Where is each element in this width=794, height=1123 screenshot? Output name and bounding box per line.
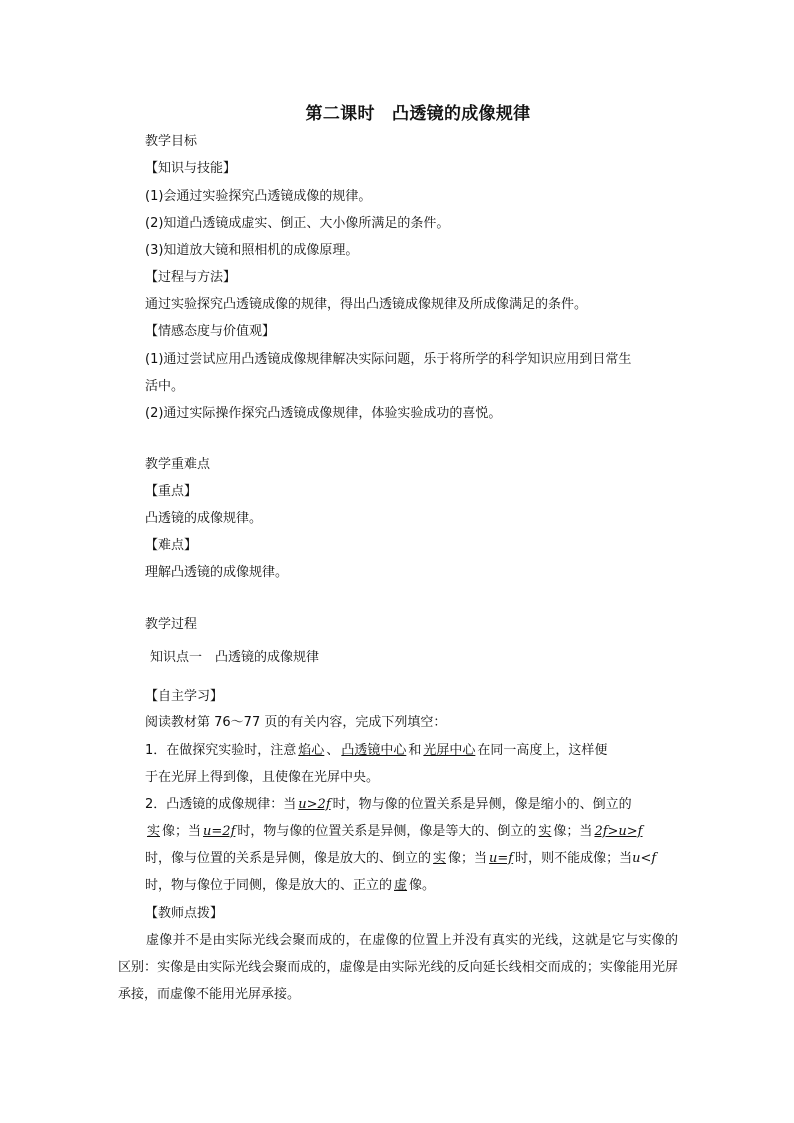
knowledge-skills-heading: 【知识与技能】 — [145, 161, 237, 176]
emotion-values-heading: 【情感态度与价值观】 — [145, 324, 276, 339]
key-difficulty-heading: 教学重难点 — [145, 457, 211, 472]
q2-text: 像；当 — [162, 824, 202, 839]
q2-condition-2f-gt-u-gt-f: 2f>u>f — [594, 824, 643, 839]
question-2-line-3 — [145, 850, 656, 868]
teacher-tips-heading: 【教师点拨】 — [145, 906, 224, 921]
q2-blank-virtual: 虚 — [394, 878, 408, 893]
q1-sep-2: 和 — [408, 743, 422, 758]
emotion-item-2: (2)通过实际操作探究凸透镜成像规律，体验实验成功的喜悦。 — [145, 406, 502, 421]
teaching-process-heading: 教学过程 — [145, 617, 198, 632]
question-2-line-1 — [145, 796, 632, 814]
q2-text: 时，像与位置的关系是异侧，像是放大的、倒立的 — [145, 851, 432, 866]
q1-blank-lens-center: 凸透镜中心 — [341, 743, 407, 758]
teacher-tips-paragraph: 虚像并不是由实际光线会聚而成的，在虚像的位置上并没有真实的光线，这就是它与实像的区别：实像是由实际光线会聚而成的，虚像是由实际光线的反向延长线相交而成的；实像能用光屏承接，而虚像不能用光屏承接。 — [118, 933, 678, 1002]
q2-text: 时，则不能成像；当 — [515, 851, 633, 866]
q2-text: 像；当 — [553, 824, 593, 839]
question-1-line-1 — [145, 742, 607, 760]
knowledge-item-3: (3)知道放大镜和照相机的成像原理。 — [145, 243, 359, 258]
question-2-line-4 — [145, 877, 435, 895]
key-point-heading: 【重点】 — [145, 484, 198, 499]
key-point-text: 凸透镜的成像规律。 — [145, 511, 263, 526]
q2-text: 像。 — [409, 878, 436, 893]
knowledge-point-1-title: 知识点一 凸透镜的成像规律 — [150, 650, 320, 665]
difficult-point-heading: 【难点】 — [145, 538, 198, 553]
q2-prefix: 2．凸透镜的成像规律：当 — [145, 797, 297, 812]
self-study-heading: 【自主学习】 — [145, 689, 224, 704]
emotion-item-1-line-1: (1)通过尝试应用凸透镜成像规律解决实际问题，乐于将所学的科学知识应用到日常生 — [145, 352, 632, 367]
q1-sep-1: 、 — [326, 743, 340, 758]
teacher-tips-text — [118, 927, 678, 1008]
teaching-goals-heading: 教学目标 — [145, 134, 198, 149]
q2-condition-u-eq-f: u=f — [489, 851, 514, 866]
q1-blank-screen-center: 光屏中心 — [423, 743, 476, 758]
q2-condition-u-eq-2f: u=2f — [203, 824, 236, 839]
process-method-heading: 【过程与方法】 — [145, 270, 237, 285]
q2-blank-real-3: 实 — [433, 851, 447, 866]
q2-text: 时，物与像位于同侧，像是放大的、正立的 — [145, 878, 393, 893]
q2-text: 像；当 — [448, 851, 488, 866]
q2-blank-real-1: 实 — [147, 824, 161, 839]
question-2-line-2 — [145, 823, 645, 841]
question-1-line-2: 于在光屏上得到像，且使像在光屏中央。 — [145, 770, 380, 785]
knowledge-item-2: (2)知道凸透镜成虚实、倒正、大小像所满足的条件。 — [145, 216, 450, 231]
process-method-text: 通过实验探究凸透镜成像的规律，得出凸透镜成像规律及所成像满足的条件。 — [145, 297, 588, 312]
q2-text: 时，物与像的位置关系是异侧，像是等大的、倒立的 — [237, 824, 537, 839]
q2-condition-u-lt-f: u<f — [632, 851, 657, 866]
q2-condition-u-gt-2f: u>2f — [298, 797, 331, 812]
q2-text: 时，物与像的位置关系是异侧，像是缩小的、倒立的 — [332, 797, 632, 812]
emotion-item-1-line-2: 活中。 — [145, 379, 185, 394]
reading-instruction: 阅读教材第 76～77 页的有关内容，完成下列填空： — [145, 715, 447, 730]
knowledge-item-1: (1)会通过实验探究凸透镜成像的规律。 — [145, 189, 372, 204]
q1-suffix: 在同一高度上，这样便 — [477, 743, 608, 758]
q1-prefix: 1．在做探究实验时，注意 — [145, 743, 297, 758]
difficult-point-text: 理解凸透镜的成像规律。 — [145, 565, 289, 580]
q1-blank-flame-center: 焰心 — [298, 743, 325, 758]
q2-blank-real-2: 实 — [538, 824, 552, 839]
page-title: 第二课时 凸透镜的成像规律 — [305, 104, 531, 124]
